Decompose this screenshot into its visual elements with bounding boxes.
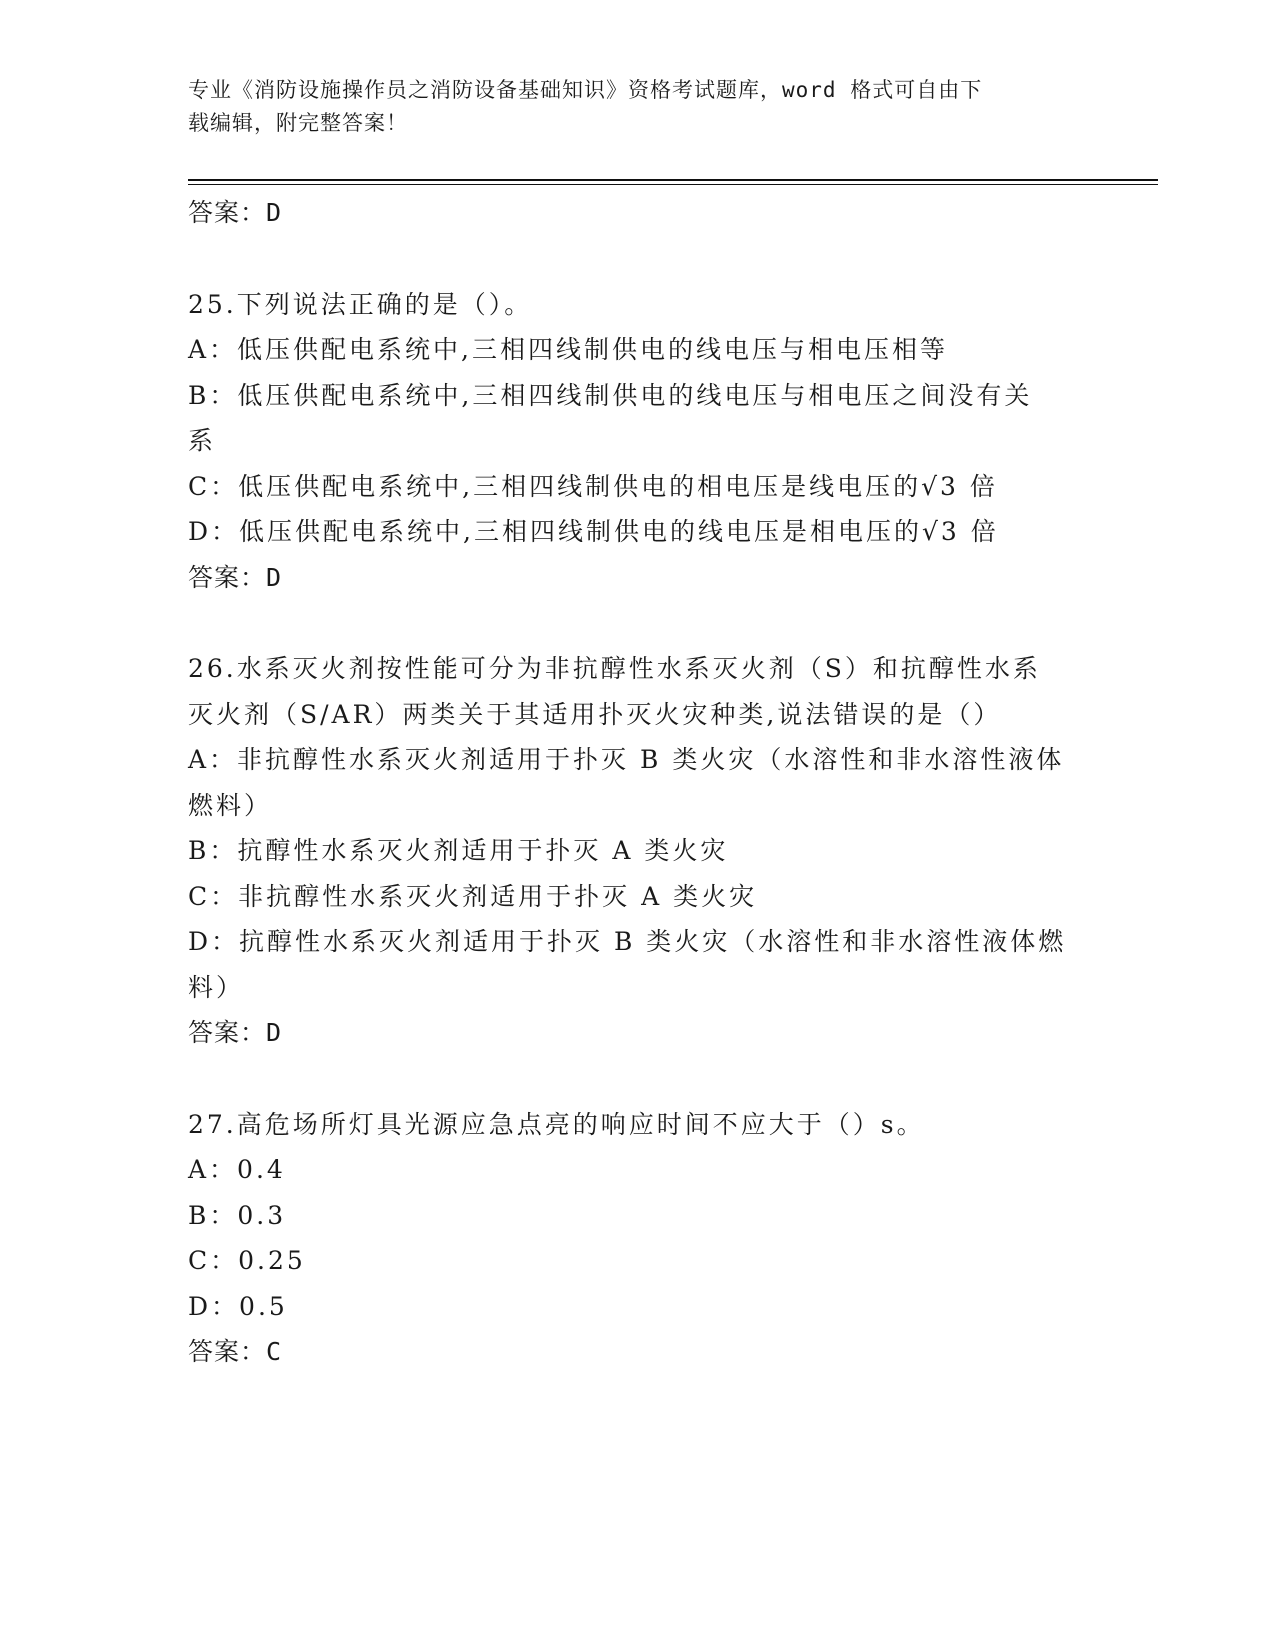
option-line: C：非抗醇性水系灭火剂适用于扑灭 A 类火灾 [188,881,758,911]
spacer [188,1056,1088,1102]
option-line: 系 [188,426,217,455]
question-stem: 27.高危场所灯具光源应急点亮的响应时间不应大于（）s。 [188,1109,925,1139]
option-line: A：非抗醇性水系灭火剂适用于扑灭 B 类火灾（水溶性和非水溶性液体 [188,745,1065,774]
answer-line: 答案：C [188,1337,283,1366]
header-divider-thick [188,179,1158,181]
header-line: 专业《消防设施操作员之消防设备基础知识》资格考试题库，word 格式可自由下 [188,78,983,102]
spacer [188,236,1088,282]
header-line: 载编辑，附完整答案！ [188,111,408,135]
option-line: D：0.5 [188,1291,288,1321]
option-line: C：0.25 [188,1246,306,1275]
option-line: B：低压供配电系统中,三相四线制供电的线电压与相电压之间没有关 [188,380,1033,410]
option-line: C：低压供配电系统中,三相四线制供电的相电压是线电压的√3 倍 [188,471,998,501]
option-line: B：抗醇性水系灭火剂适用于扑灭 A 类火灾 [188,836,729,865]
spacer [188,600,1088,646]
question-block [188,282,1088,601]
question-stem: 26.水系灭火剂按性能可分为非抗醇性水系灭火剂（S）和抗醇性水系 [188,654,1041,683]
answer-line: 答案：D [188,562,283,592]
option-line: 燃料） [188,790,273,820]
header-divider-thin [188,184,1158,185]
option-line: 料） [188,972,245,1002]
document-header [188,74,1088,140]
question-stem: 灭火剂（S/AR）两类关于其适用扑灭火灾种类,说法错误的是（） [188,699,1002,729]
option-line: A：低压供配电系统中,三相四线制供电的线电压与相电压相等 [188,335,949,364]
question-block [188,646,1088,1056]
previous-answer: 答案：D [188,198,283,227]
question-stem: 25.下列说法正确的是（）。 [188,289,533,319]
answer-line: 答案：D [188,1018,283,1047]
option-line: D：低压供配电系统中,三相四线制供电的线电压是相电压的√3 倍 [188,517,999,546]
question-block [188,1102,1088,1375]
option-line: A：0.4 [188,1155,286,1184]
option-line: B：0.3 [188,1200,287,1230]
question-list [188,190,1088,1375]
option-line: D：抗醇性水系灭火剂适用于扑灭 B 类火灾（水溶性和非水溶性液体燃 [188,927,1067,956]
